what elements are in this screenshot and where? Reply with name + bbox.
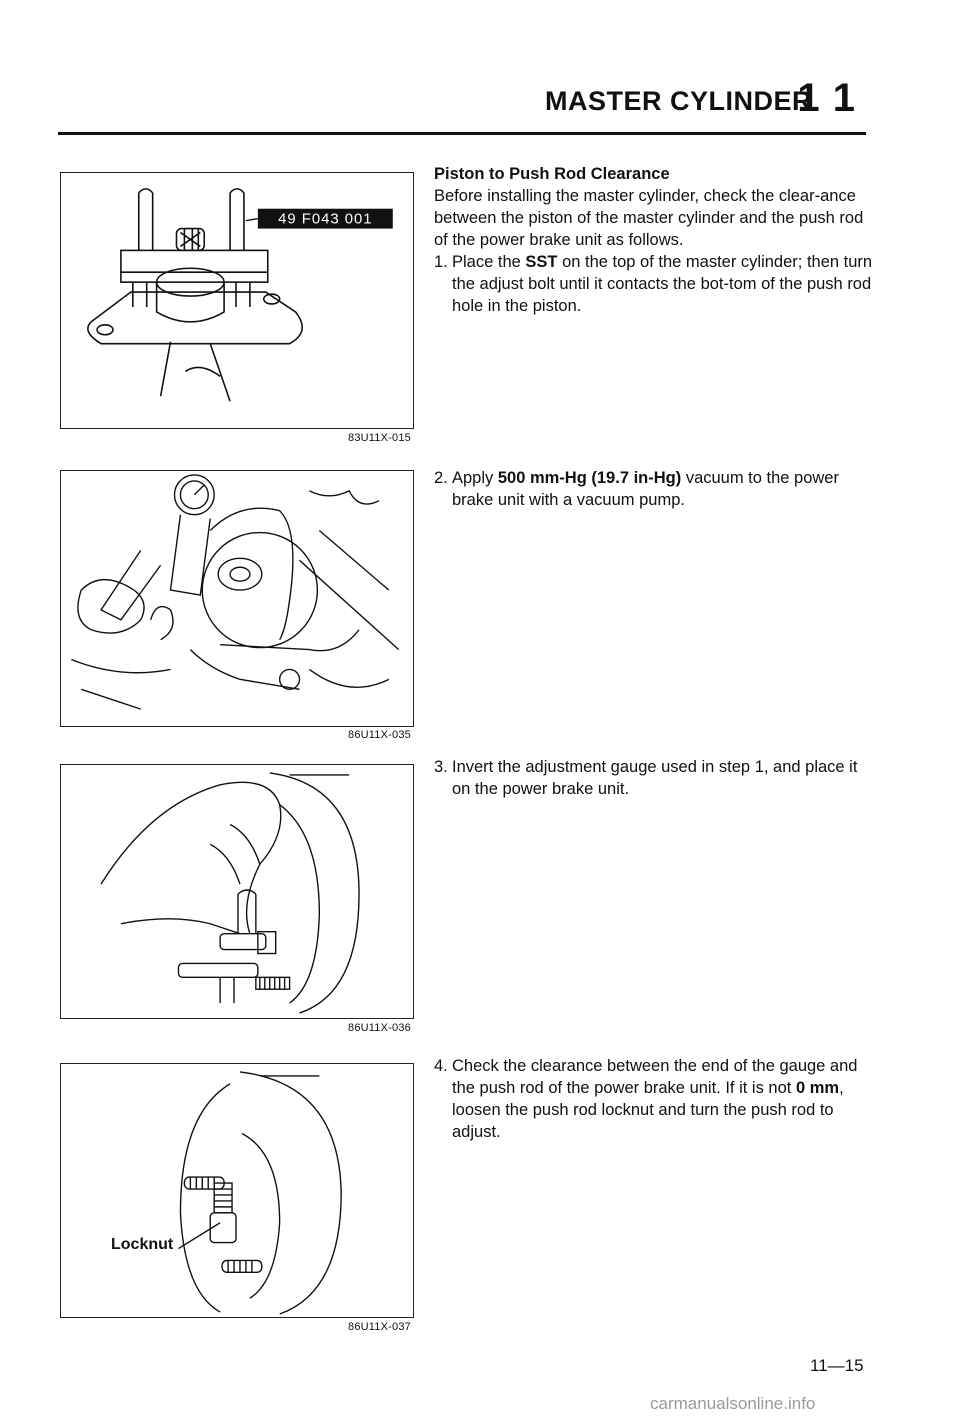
figure-code: 86U11X-036	[348, 1022, 411, 1034]
figure-code: 86U11X-035	[348, 729, 411, 741]
step-number: 1.	[434, 253, 448, 271]
step-text: vacuum to the power brake unit with a vacuum pump.	[452, 469, 839, 509]
figure-code: 86U11X-037	[348, 1321, 411, 1333]
tool-number-label: 49 F043 001	[278, 211, 373, 228]
figure-locknut	[60, 1063, 414, 1318]
locknut-callout: Locknut	[111, 1236, 174, 1253]
step-text: , loosen the push rod locknut and turn the push rod to adjust.	[452, 1079, 844, 1141]
step-text: Apply	[452, 469, 498, 487]
figure-sst-on-master-cylinder	[60, 172, 414, 429]
page-title: MASTER CYLINDER	[544, 86, 812, 116]
page-number: 11—15	[810, 1356, 864, 1375]
page-header	[0, 70, 870, 130]
step-2-block	[434, 467, 874, 511]
step-3	[434, 756, 874, 800]
step-3-block	[434, 756, 874, 800]
figure-code: 83U11X-015	[348, 432, 411, 444]
step-text: Invert the adjustment gauge used in step 1, and place it on the power brake unit.	[452, 758, 858, 798]
step-emphasis: 500 mm-Hg (19.7 in-Hg)	[497, 469, 682, 487]
sst-illustration	[61, 173, 413, 428]
vacuum-pump-illustration	[61, 471, 413, 726]
step-4-block	[434, 1055, 874, 1143]
locknut-illustration	[61, 1064, 413, 1317]
step-emphasis: SST	[525, 253, 558, 271]
step-2	[434, 467, 874, 511]
step-number: 3.	[434, 758, 448, 776]
step-text: Check the clearance between the end of the gauge and the push rod of the power brake unit. If it is not	[452, 1057, 858, 1097]
step-emphasis: 0 mm	[795, 1079, 840, 1097]
step-number: 2.	[434, 469, 448, 487]
step-text: on the top of the master cylinder; then turn the adjust bolt until it contacts the bot-tom of the push rod hole in the piston.	[452, 253, 873, 315]
section-intro-and-step-1	[434, 163, 874, 317]
site-watermark: carmanualsonline.info	[650, 1394, 816, 1413]
step-1	[434, 251, 874, 317]
section-title: Piston to Push Rod Clearance	[434, 165, 670, 183]
step-number: 4.	[434, 1057, 448, 1075]
gauge-placement-illustration	[61, 765, 413, 1018]
header-rule	[58, 132, 866, 135]
chapter-number: 1 1	[797, 76, 856, 120]
step-4	[434, 1055, 874, 1143]
figure-vacuum-pump-applied	[60, 470, 414, 727]
section-intro: Before installing the master cylinder, check the clear-ance between the piston of the master cylinder and the push rod of the power brake unit as follows.	[434, 187, 864, 249]
step-text: Place the	[452, 253, 526, 271]
figure-gauge-on-brake-unit	[60, 764, 414, 1019]
